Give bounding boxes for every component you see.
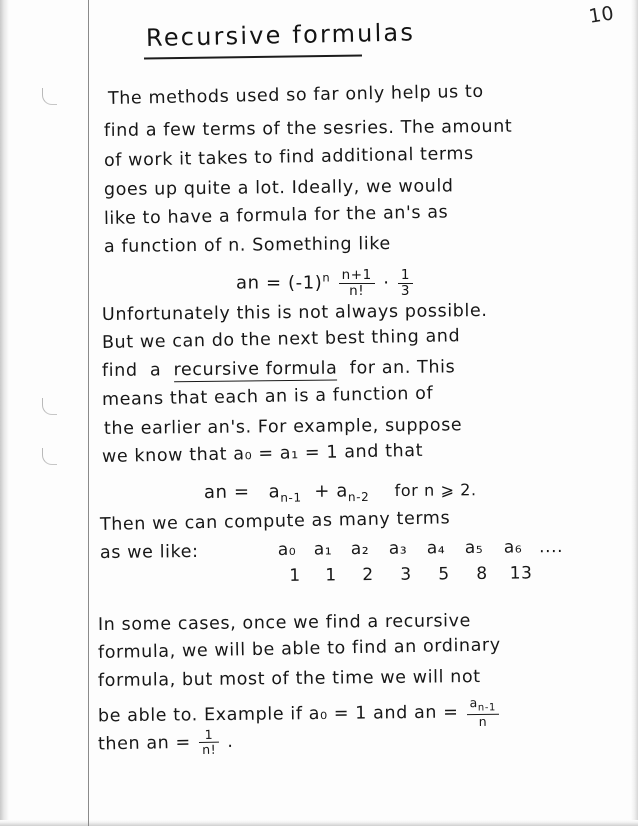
underlined-phrase: recursive formula xyxy=(173,358,338,381)
term-value: 13 xyxy=(509,563,533,584)
body-text-fragment: for an. This xyxy=(337,357,456,379)
fraction-denominator: n xyxy=(467,713,500,728)
body-line: formula, but most of the time we will not xyxy=(97,666,481,691)
body-line: means that each an is a function of xyxy=(101,383,434,410)
sentence-period: . xyxy=(227,731,234,753)
term-label: a₀ xyxy=(277,539,297,560)
page-edge-left xyxy=(0,0,9,826)
body-line: But we can do the next best thing and xyxy=(101,326,461,353)
body-line: we know that a₀ = a₁ = 1 and that xyxy=(101,440,424,467)
fraction-numerator xyxy=(466,696,499,714)
page-number: 10 xyxy=(586,2,616,28)
fraction-numerator-symbol: a xyxy=(469,695,478,711)
equation-recurrence xyxy=(204,479,477,505)
margin-rule-line xyxy=(88,0,89,826)
body-line: goes up quite a lot. Ideally, we would xyxy=(103,176,454,200)
fraction-denominator: 3 xyxy=(398,283,413,299)
terms-row-labels xyxy=(272,537,566,560)
term-label: a₆ xyxy=(503,537,523,558)
equation-condition: for n ⩾ 2. xyxy=(394,480,477,501)
terms-row-values xyxy=(280,563,538,586)
hole-punch-mark-icon xyxy=(42,448,57,465)
term-value: 1 xyxy=(325,565,337,586)
page-edge-bottom xyxy=(0,820,638,826)
body-text-fragment: be able to. Example if a₀ = 1 and an = xyxy=(97,702,459,727)
body-line-with-fraction xyxy=(98,727,234,759)
fraction-a-n-minus-1-over-n xyxy=(466,696,499,729)
term-label: a₃ xyxy=(388,538,408,559)
equation-term-2: a xyxy=(336,480,349,502)
equation-term-2-subscript: n-2 xyxy=(347,489,370,505)
body-line: a function of n. Something like xyxy=(103,233,391,257)
body-line: The methods used so far only help us to xyxy=(107,81,484,109)
equation-explicit-formula xyxy=(236,268,415,299)
body-line: find a few terms of the sesries. The amount xyxy=(103,116,513,141)
hole-punch-mark-icon xyxy=(42,88,57,105)
body-line: the earlier an's. For example, suppose xyxy=(103,415,463,439)
body-text-fragment: find a xyxy=(101,360,174,381)
equation-term-1: a xyxy=(268,481,281,503)
body-line: formula, we will be able to find an ordinary xyxy=(97,635,501,663)
term-value: 8 xyxy=(476,563,488,584)
hole-punch-mark-icon xyxy=(42,398,57,415)
term-value: 2 xyxy=(362,565,374,586)
body-line: Then we can compute as many terms xyxy=(99,508,451,535)
term-value: 1 xyxy=(289,565,301,586)
term-label-ellipsis: .... xyxy=(538,536,564,558)
term-label: a₂ xyxy=(350,538,370,560)
body-line: as we like: xyxy=(99,541,199,563)
title-underline xyxy=(144,54,362,59)
fraction-one-third xyxy=(398,268,413,299)
body-line-with-underline xyxy=(102,358,455,381)
equation-term-1-subscript: n-1 xyxy=(280,490,302,505)
body-line: Unfortunately this is not always possible. xyxy=(101,300,488,325)
fraction-numerator: 1 xyxy=(204,726,214,742)
term-label: a₅ xyxy=(464,537,484,558)
fraction-denominator: n! xyxy=(199,742,219,757)
body-line: of work it takes to find additional terms xyxy=(103,143,474,171)
equation-lhs: an = xyxy=(236,272,282,294)
equation-sign: (-1) xyxy=(287,272,323,294)
equation-plus-sign: + xyxy=(314,480,331,502)
page-title: Recursive formulas xyxy=(145,18,416,52)
equation-sign-exponent: n xyxy=(322,270,331,285)
page-edge-right xyxy=(631,0,638,826)
body-line-with-fraction xyxy=(98,696,501,733)
equation-lhs: an = xyxy=(203,481,250,503)
fraction-one-over-n-factorial xyxy=(199,728,220,757)
term-label: a₄ xyxy=(426,538,446,559)
term-value: 3 xyxy=(400,564,412,585)
fraction-numerator-subscript: n-1 xyxy=(477,702,497,714)
term-label: a₁ xyxy=(313,539,333,560)
fraction-denominator: n! xyxy=(339,283,375,299)
multiplication-dot: · xyxy=(383,272,390,294)
fraction-n-plus-1-over-n-factorial xyxy=(339,268,375,299)
body-line: like to have a formula for the an's as xyxy=(103,202,449,229)
term-value: 5 xyxy=(438,564,450,585)
fraction-numerator: 1 xyxy=(400,267,411,283)
body-text-fragment: then an = xyxy=(97,732,192,755)
fraction-numerator: n+1 xyxy=(341,267,372,283)
body-line: In some cases, once we find a recursive xyxy=(97,611,472,635)
